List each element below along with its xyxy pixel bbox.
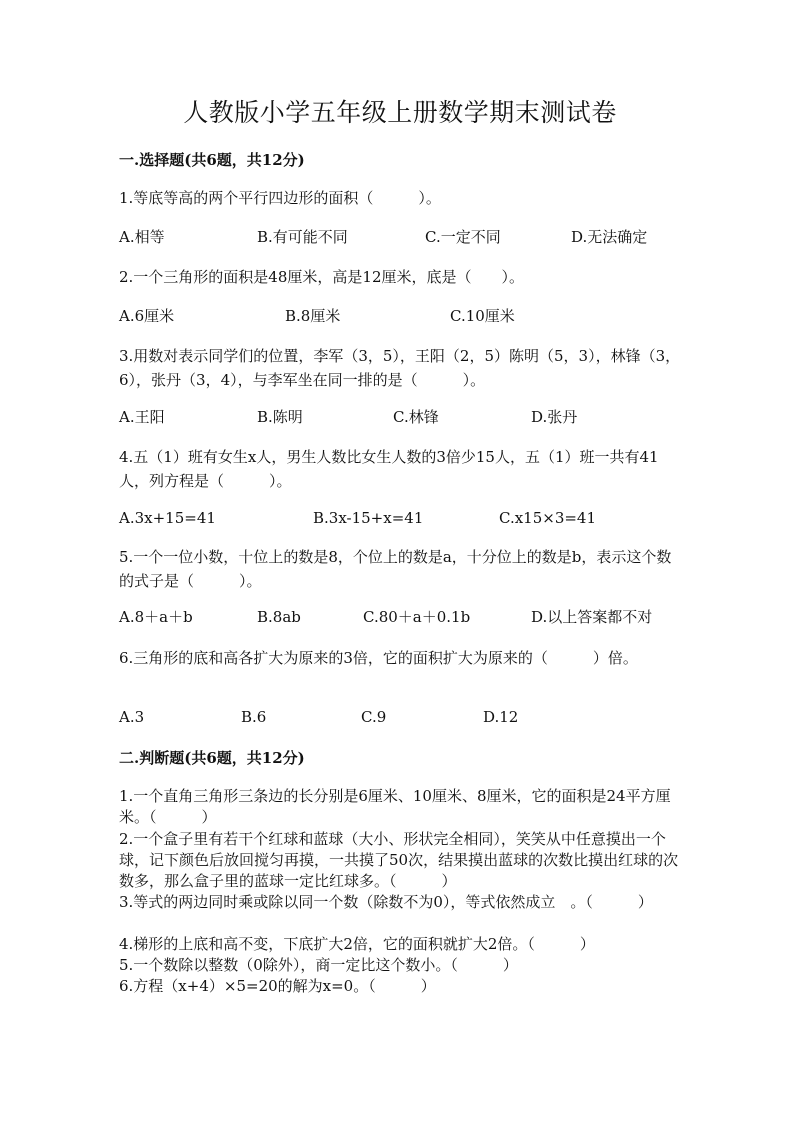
- option-c: C.80＋a＋0.1b: [363, 608, 471, 626]
- question-4: 4.五（1）班有女生x人，男生人数比女生人数的3倍少15人，五（1）班一共有41人，列方程是（ ）。: [119, 448, 659, 490]
- question-1: 1.等底等高的两个平行四边形的面积（ ）。: [119, 189, 441, 207]
- option-d: D.以上答案都不对: [531, 608, 653, 626]
- option-d: D.张丹: [531, 408, 578, 426]
- option-b: B.有可能不同: [257, 228, 348, 246]
- question-5-options: [119, 606, 719, 628]
- question-1-options: [119, 226, 719, 248]
- option-a: A.8＋a＋b: [119, 608, 193, 626]
- option-a: A.6厘米: [119, 307, 175, 325]
- option-c: C.9: [361, 708, 387, 726]
- judgement-item-4: 4.梯形的上底和高不变，下底扩大2倍，它的面积就扩大2倍。（ ）: [119, 935, 595, 953]
- question-2-options: [119, 305, 719, 327]
- page-title: 人教版小学五年级上册数学期末测试卷: [183, 98, 617, 127]
- option-a: A.3: [119, 708, 145, 726]
- question-6-options: [119, 706, 719, 728]
- judgement-item-5: 5.一个数除以整数（0除外），商一定比这个数小。（ ）: [119, 956, 518, 974]
- section-heading-choice: 一.选择题(共6题，共12分): [119, 151, 305, 169]
- option-b: B.8厘米: [285, 307, 341, 325]
- option-b: B.陈明: [257, 408, 303, 426]
- question-5: 5.一个一位小数，十位上的数是8，个位上的数是a，十分位上的数是b，表示这个数的式子是（ ）。: [119, 548, 672, 590]
- option-a: A.相等: [119, 228, 165, 246]
- question-2: 2.一个三角形的面积是48厘米，高是12厘米，底是（ ）。: [119, 268, 524, 286]
- judgement-item-2: 2.一个盒子里有若干个红球和蓝球（大小、形状完全相同），笑笑从中任意摸出一个球，记下颜色后放回搅匀再摸，一共摸了50次，结果摸出蓝球的次数比摸出红球的次数多，那么盒子里的蓝球一定比红球多。（ ）: [119, 830, 679, 890]
- option-c: C.林锋: [393, 408, 439, 426]
- option-a: A.王阳: [119, 408, 165, 426]
- judgement-item-6: 6.方程（x+4）×5=20的解为x=0。（ ）: [119, 977, 436, 995]
- option-c: C.一定不同: [425, 228, 501, 246]
- question-6: 6.三角形的底和高各扩大为原来的3倍，它的面积扩大为原来的（ ）倍。: [119, 649, 638, 667]
- option-b: B.8ab: [257, 608, 301, 626]
- option-c: C.x15×3=41: [499, 509, 597, 527]
- option-d: D.12: [483, 708, 519, 726]
- question-3-options: [119, 406, 719, 428]
- section-heading-judgement: 二.判断题(共6题，共12分): [119, 749, 305, 767]
- option-a: A.3x+15=41: [119, 509, 216, 527]
- judgement-item-3: 3.等式的两边同时乘或除以同一个数（除数不为0），等式依然成立 。（ ）: [119, 893, 653, 911]
- option-c: C.10厘米: [450, 307, 515, 325]
- question-3: 3.用数对表示同学们的位置，李军（3，5），王阳（2，5）陈明（5，3），林锋（3，6），张丹（3，4），与李军坐在同一排的是（ ）。: [119, 347, 681, 389]
- option-d: D.无法确定: [571, 228, 648, 246]
- judgement-item-1: 1.一个直角三角形三条边的长分别是6厘米、10厘米、8厘米，它的面积是24平方厘米。（ ）: [119, 787, 671, 826]
- option-b: B.3x-15+x=41: [313, 509, 424, 527]
- option-b: B.6: [241, 708, 267, 726]
- question-4-options: [119, 507, 719, 529]
